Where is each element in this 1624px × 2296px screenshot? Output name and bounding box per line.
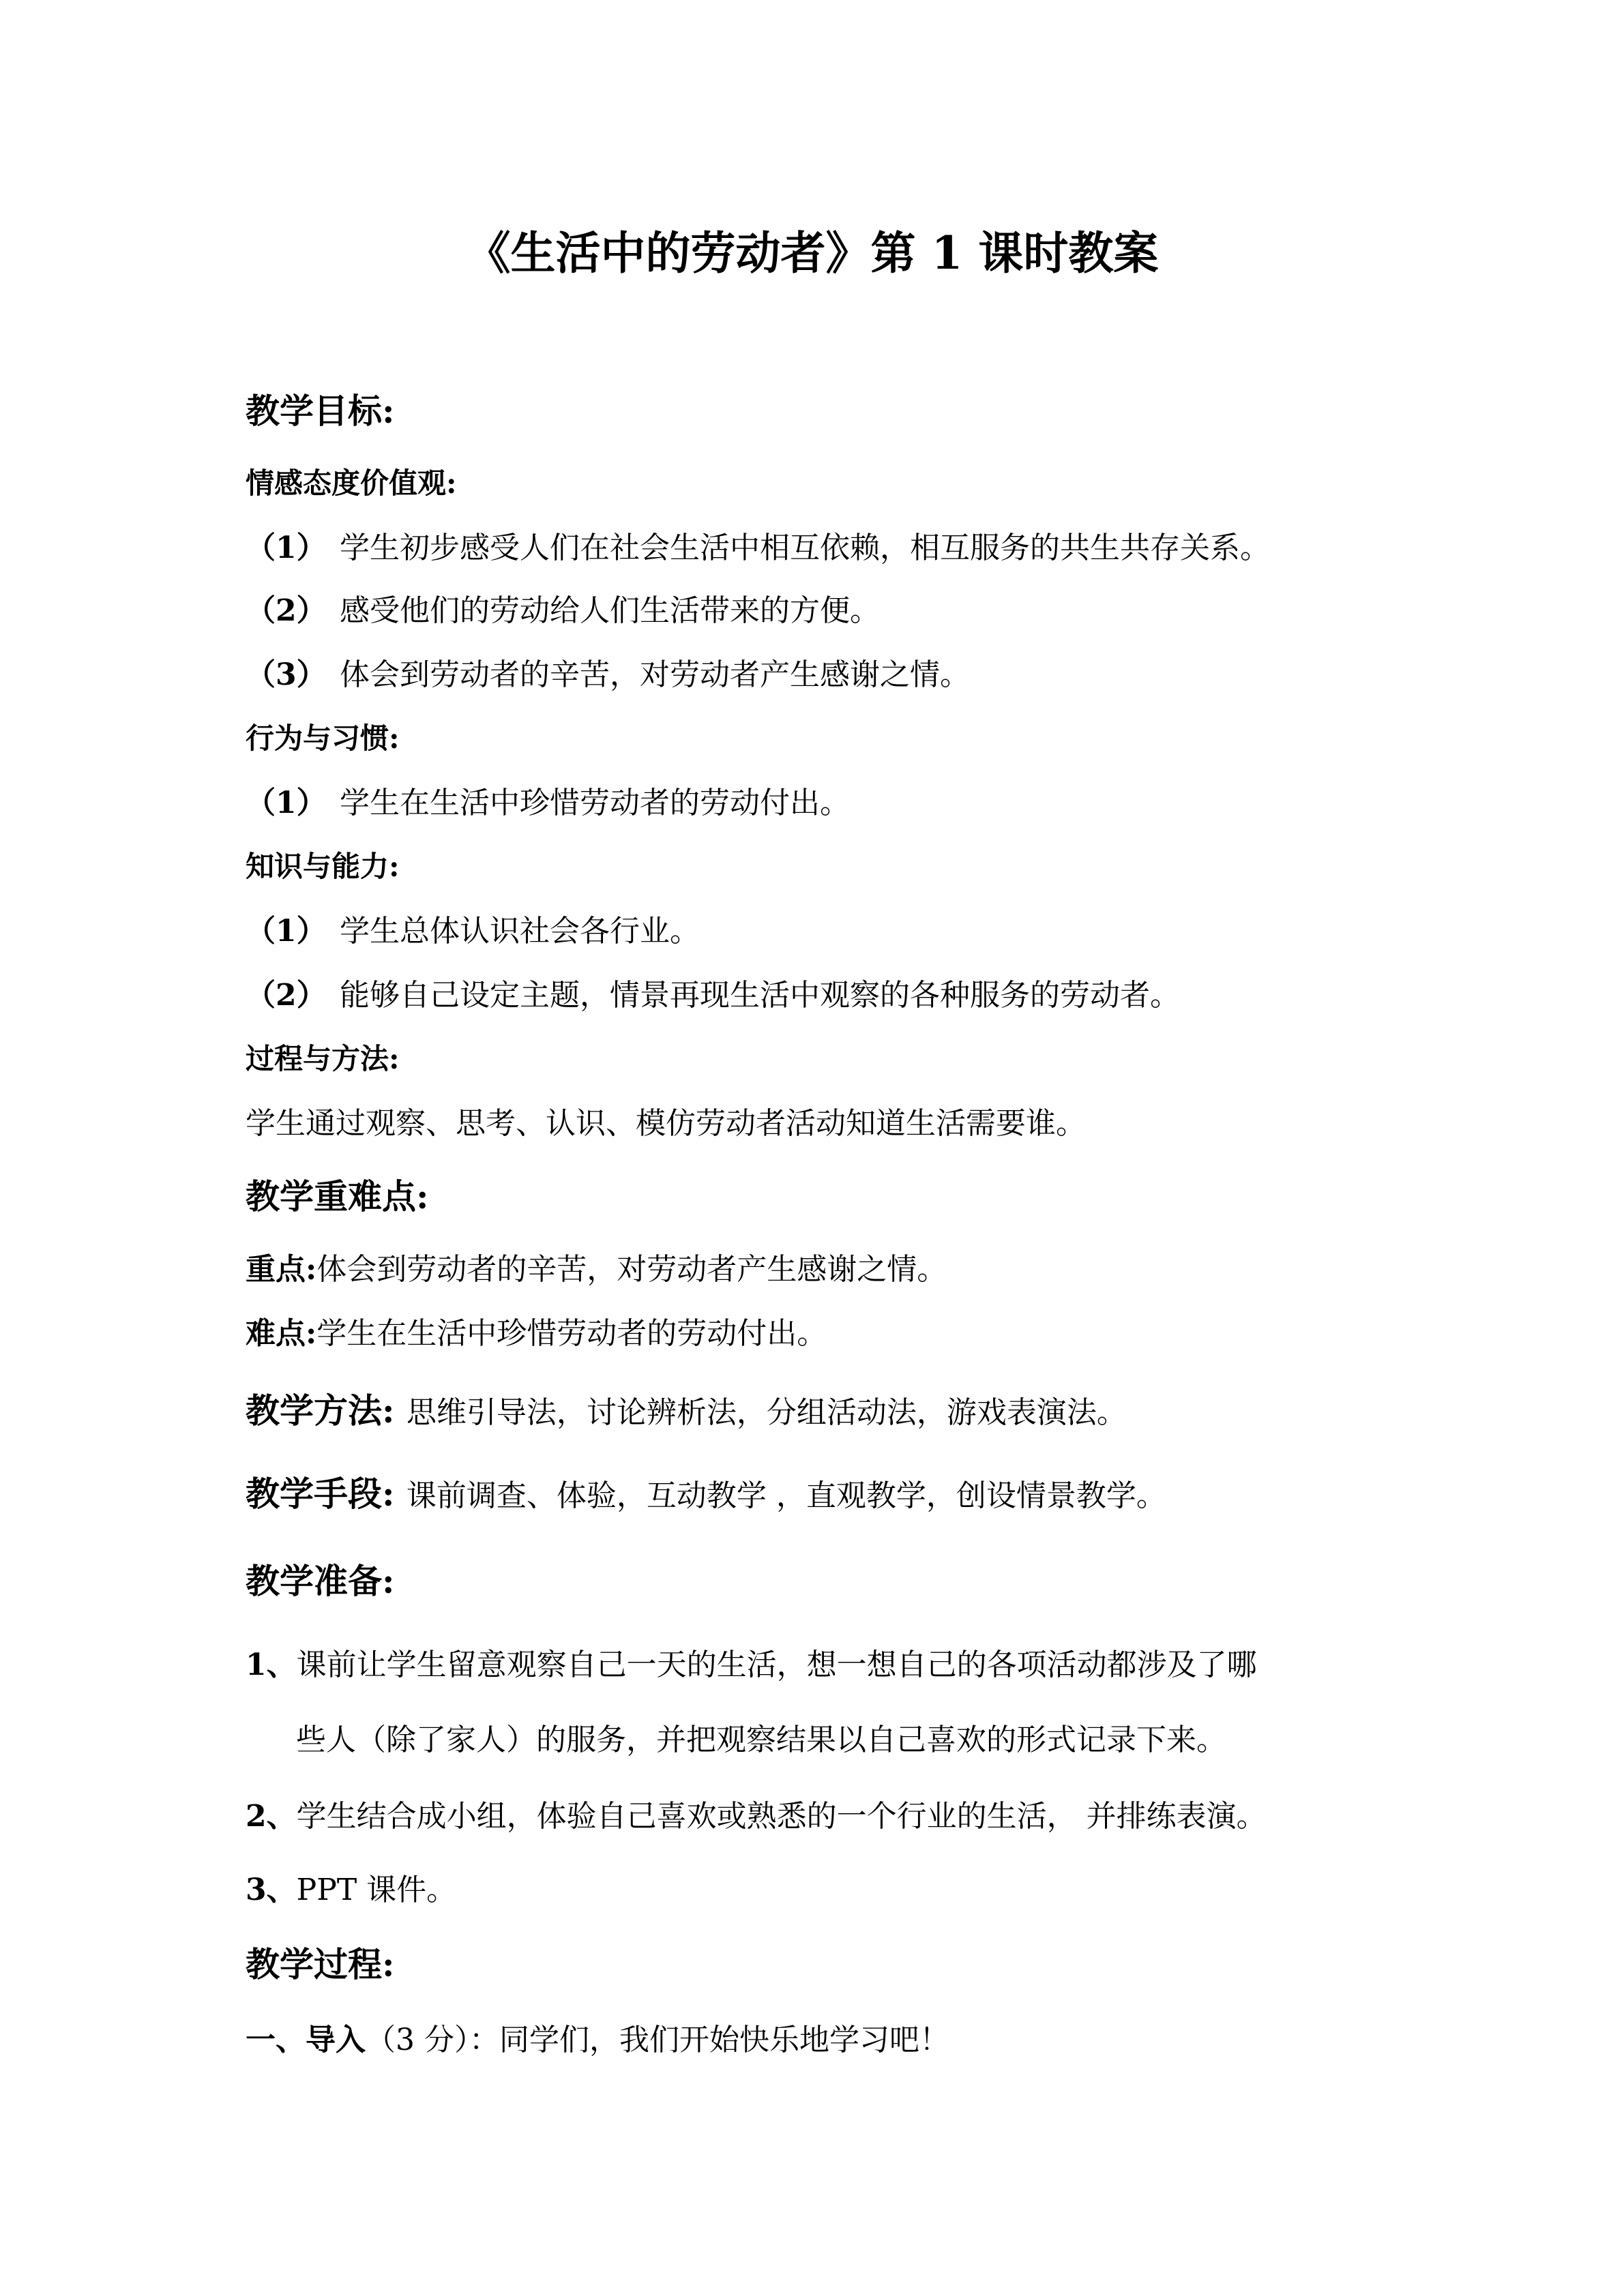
difficulty-line [246, 1316, 827, 1351]
methods-text: 思维引导法，讨论辨析法，分组活动法，游戏表演法。 [406, 1395, 1127, 1430]
item-text: 学生初步感受人们在社会生活中相互依赖，相互服务的共生共存关系。 [340, 531, 1270, 565]
methods-heading: 教学方法: [246, 1390, 395, 1431]
means-text: 课前调查、体验，互动教学 ，直观教学，创设情景教学。 [406, 1478, 1166, 1513]
prep-item-1-line-2: 些人（除了家人）的服务，并把观察结果以自己喜欢的形式记录下来。 [296, 1723, 1226, 1757]
item-number: （1） [246, 531, 327, 565]
methods-line [246, 1390, 1127, 1431]
prep-item-3 [246, 1875, 456, 1905]
behavior-item-1 [246, 788, 850, 818]
emotion-label: 情感态度价值观: [246, 466, 457, 500]
item-text: 学生在生活中珍惜劳动者的劳动付出。 [340, 786, 850, 820]
item-number: （3） [246, 657, 327, 692]
knowledge-item-1 [246, 914, 700, 949]
item-text: 学生总体认识社会各行业。 [340, 914, 700, 949]
item-number: （2） [246, 593, 327, 628]
knowledge-item-2 [246, 978, 1180, 1013]
focus-line [246, 1252, 947, 1287]
item-text: 学生结合成小组，体验自己喜欢或熟悉的一个行业的生活， 并排练表演。 [296, 1799, 1267, 1834]
item-text: 体会到劳动者的辛苦，对劳动者产生感谢之情。 [340, 657, 970, 692]
emotion-item-1 [246, 533, 1270, 563]
item-text: 感受他们的劳动给人们生活带来的方便。 [340, 593, 880, 628]
focus-label: 重点: [246, 1252, 317, 1287]
intro-text: 同学们，我们开始快乐地学习吧！ [499, 2023, 949, 2057]
difficulty-text: 学生在生活中珍惜劳动者的劳动付出。 [316, 1316, 827, 1351]
intro-label: 一、导入 [246, 2023, 366, 2057]
item-number: （1） [246, 786, 327, 820]
item-text: 课前让学生留意观察自己一天的生活，想一想自己的各项活动都涉及了哪 [296, 1648, 1257, 1682]
means-heading: 教学手段: [246, 1474, 395, 1514]
behavior-label: 行为与习惯: [246, 721, 400, 755]
process-heading: 教学过程: [246, 1944, 395, 1984]
key-points-heading: 教学重难点: [246, 1176, 429, 1217]
item-number: 2、 [246, 1799, 297, 1834]
item-number: （1） [246, 914, 327, 949]
preparation-heading: 教学准备: [246, 1561, 395, 1601]
page-title: 《生活中的劳动者》第 1 课时教案 [465, 226, 1159, 280]
item-number: 3、 [246, 1873, 297, 1907]
intro-time: （3 分）： [366, 2023, 499, 2057]
item-text: 能够自己设定主题，情景再现生活中观察的各种服务的劳动者。 [340, 978, 1180, 1013]
item-text: PPT 课件。 [296, 1873, 457, 1907]
process-method-label: 过程与方法: [246, 1042, 400, 1075]
prep-item-1-line-1 [246, 1650, 1257, 1680]
means-line [246, 1474, 1166, 1514]
item-number: 1、 [246, 1648, 297, 1682]
focus-text: 体会到劳动者的辛苦，对劳动者产生感谢之情。 [316, 1252, 947, 1287]
difficulty-label: 难点: [246, 1316, 317, 1351]
emotion-item-2 [246, 593, 880, 628]
process-method-text: 学生通过观察、思考、认识、模仿劳动者活动知道生活需要谁。 [246, 1106, 1086, 1141]
emotion-item-3 [246, 657, 970, 692]
intro-line [246, 2025, 949, 2055]
prep-item-2 [246, 1799, 1267, 1834]
objectives-heading: 教学目标: [246, 391, 395, 431]
knowledge-label: 知识与能力: [246, 850, 400, 883]
item-number: （2） [246, 978, 327, 1013]
